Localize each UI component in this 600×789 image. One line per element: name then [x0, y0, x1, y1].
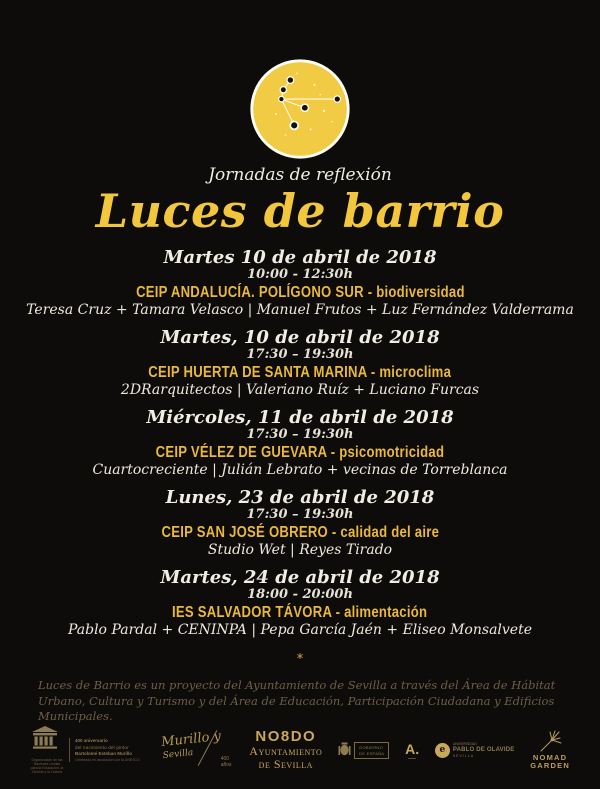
murillo-anniv-line3: Bartolomé Esteban Murillo — [75, 751, 133, 756]
event-speakers: Studio Wet | Reyes Tirado — [207, 542, 393, 558]
event-heading: CEIP SAN JOSÉ OBRERO - calidad del aire — [161, 524, 439, 541]
event-time: 17:30 – 19:30h — [246, 507, 354, 522]
event-speakers: Pablo Pardal + CENINPA | Pepa García Jaén + Eliseo Monsalvete — [67, 622, 532, 638]
event-date: Lunes, 23 de abril de 2018 — [165, 487, 435, 508]
event-heading: IES SALVADOR TÁVORA - alimentación — [172, 604, 428, 621]
gobierno-line1: GOBIERNO — [359, 744, 383, 750]
constellation-moon-icon — [247, 56, 353, 162]
event-date: Martes, 24 de abril de 2018 — [160, 567, 440, 588]
ayuntamiento-line2: de Sevilla — [258, 757, 313, 771]
constellation-logo — [0, 56, 600, 162]
event-heading: CEIP HUERTA DE SANTA MARINA - microclima — [148, 364, 452, 381]
universidad-pablo-olavide-logo — [435, 742, 515, 758]
event-time: 18:00 - 20:00h — [247, 587, 353, 602]
event-block-4 — [0, 488, 600, 558]
a-logo — [405, 742, 419, 759]
event-heading: CEIP VÉLEZ DE GUEVARA - psicomotricidad — [155, 444, 445, 461]
poster-subtitle: Jornadas de reflexión — [208, 165, 392, 185]
nomad-garden-logo — [530, 730, 570, 770]
event-block-5 — [0, 568, 600, 638]
event-date: Martes, 10 de abril de 2018 — [160, 327, 440, 348]
ayuntamiento-line1: Ayuntamiento — [249, 744, 323, 758]
event-block-1 — [0, 248, 600, 318]
event-speakers: Cuartocreciente | Julián Lebrato + vecinas de Torreblanca — [92, 462, 508, 478]
event-schedule — [0, 248, 600, 638]
no8do-motto: NO8DO — [255, 728, 317, 745]
event-block-2 — [0, 328, 600, 398]
event-block-3 — [0, 408, 600, 478]
a-logo-subtext-mark — [408, 758, 416, 759]
olavide-line3: SEVILLA — [452, 753, 475, 758]
murillo-anniv-line4: Celebrado en asociación con la UNESCO — [75, 757, 140, 762]
event-heading: CEIP ANDALUCÍA. POLÍGONO SUR - biodiversidad — [135, 284, 465, 301]
nomad-line2: GARDEN — [530, 761, 570, 770]
credits-text: Luces de Barrio es un proyecto del Ayuntamiento de Sevilla a través del Área de Hábitat Urbano, Cultura y Turismo y del Área de Educación, Participación Ciudadana y Edificios Municipales. — [38, 678, 556, 724]
ayuntamiento-sevilla-logo — [249, 729, 322, 771]
nomad-line1: NOMAD — [532, 753, 568, 762]
event-speakers: 2DRarquitectos | Valeriano Ruíz + Luciano Furcas — [120, 382, 480, 398]
event-date: Miércoles, 11 de abril de 2018 — [146, 407, 454, 428]
olavide-coin-icon: e — [435, 743, 450, 758]
spain-coat-of-arms-icon — [338, 742, 351, 758]
signature-400-anos: 400 años — [220, 756, 232, 768]
event-date: Martes 10 de abril de 2018 — [163, 247, 437, 268]
gobierno-espana-logo — [338, 742, 389, 759]
poster-title: Luces de barrio — [95, 184, 505, 238]
unesco-org-text: Organización de las Naciones Unidas para la Educación, la Ciencia y la Cultura — [30, 758, 64, 774]
a-logo-letter: A. — [405, 740, 420, 757]
gobierno-line2: DE ESPAÑA — [359, 750, 385, 756]
event-time: 10:00 - 12:30h — [247, 267, 353, 282]
event-time: 17:30 – 19:30h — [246, 427, 354, 442]
murillo-sevilla-signature-logo — [156, 726, 234, 774]
olavide-line1: UNIVERSIDAD — [452, 742, 477, 746]
unesco-temple-icon — [30, 726, 60, 752]
unesco-murillo-logo — [30, 726, 140, 774]
murillo-anniv-line2: del nacimiento del pintor — [75, 744, 129, 750]
event-time: 17:30 – 19:30h — [246, 347, 354, 362]
murillo-anniv-line1: 400 aniversario — [75, 738, 108, 743]
olavide-line2: PABLO DE OLAVIDE — [452, 746, 515, 753]
sponsor-logo-strip — [0, 717, 600, 783]
murillo-signature: Murillo y Sevilla — [160, 728, 222, 762]
poster-header — [0, 0, 600, 237]
star-separator: * — [296, 652, 304, 667]
gobierno-text-box — [354, 742, 389, 759]
event-speakers: Teresa Cruz + Tamara Velasco | Manuel Frutos + Luz Fernández Valderrama — [26, 302, 574, 318]
dandelion-seed-icon — [537, 730, 563, 754]
